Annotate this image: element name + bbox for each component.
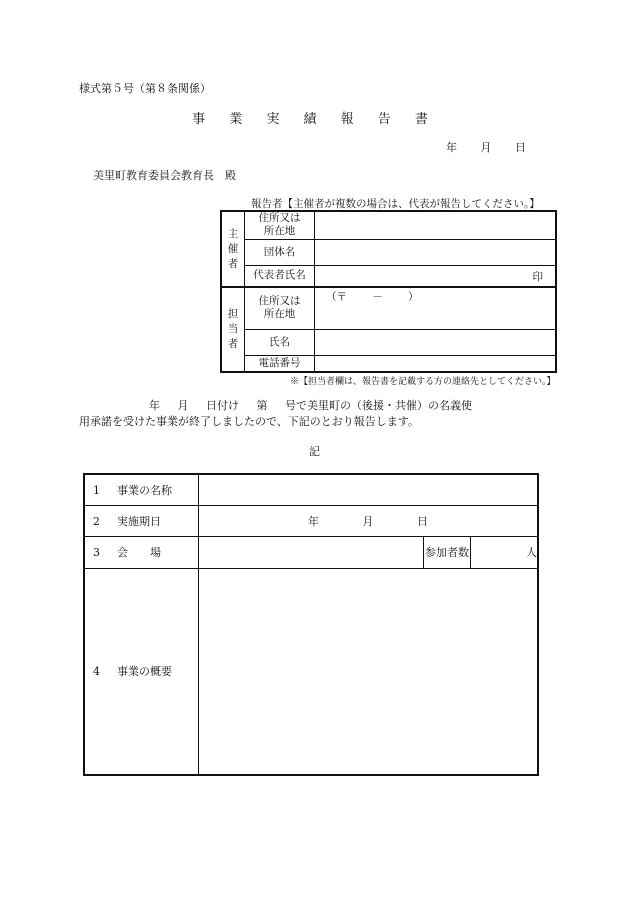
table-row <box>84 505 538 536</box>
event-date-field[interactable]: 年 月 日 <box>199 505 539 536</box>
postal-code-mark: （〒 － ） <box>326 291 419 303</box>
table-row <box>84 568 538 775</box>
event-name-field[interactable] <box>199 474 539 505</box>
organizer-name-field[interactable] <box>315 239 557 265</box>
organizer-address-label: 住所又は 所在地 <box>245 211 315 239</box>
item-label: 3 会 場 <box>84 536 199 568</box>
contact-name-label: 氏名 <box>245 329 315 355</box>
table-row <box>84 474 538 505</box>
participants-label: 参加者数 <box>424 536 471 568</box>
paragraph-line-1: 年 月 日付け 第 号で美里町の（後援・共催）の名義使 <box>149 399 472 412</box>
form-number: 様式第５号（第８条関係） <box>79 82 211 95</box>
participants-field[interactable]: 人 <box>471 536 539 568</box>
rep-name-field[interactable] <box>315 265 557 287</box>
contact-header: 担 当 者 <box>221 287 245 372</box>
item-label: 1 事業の名称 <box>84 474 199 505</box>
reporter-label: 報告者【主催者が複数の場合は、代表が報告してください。】 <box>251 198 540 210</box>
addressee: 美里町教育委員会教育長 殿 <box>93 169 236 182</box>
phone-field[interactable] <box>315 355 557 372</box>
rep-name-label: 代表者氏名 <box>245 265 315 287</box>
details-table <box>83 473 539 776</box>
contact-address-label: 住所又は 所在地 <box>245 287 315 329</box>
venue-field[interactable] <box>199 536 424 568</box>
item-label: 4 事業の概要 <box>84 568 199 775</box>
contact-name-field[interactable] <box>315 329 557 355</box>
item-label: 2 実施期日 <box>84 505 199 536</box>
paragraph-line-2: 用承諾を受けた事業が終了しましたので、下記のとおり報告します。 <box>79 415 419 428</box>
ki-heading: 記 <box>309 445 320 458</box>
contact-note: ※【担当者欄は、報告書を記載する方の連絡先としてください。】 <box>290 377 556 387</box>
report-date: 年 月 日 <box>446 141 526 154</box>
table-row <box>84 536 538 568</box>
report-paragraph <box>79 398 559 430</box>
organizer-address-field[interactable] <box>315 211 557 239</box>
page-title: 事 業 実 績 報 告 書 <box>192 112 438 127</box>
organizer-name-label: 団体名 <box>245 239 315 265</box>
phone-label: 電話番号 <box>245 355 315 372</box>
contact-address-field[interactable] <box>315 287 557 329</box>
organizer-header: 主 催 者 <box>221 211 245 287</box>
reporter-table <box>220 210 557 373</box>
seal-mark: 印 <box>532 270 543 283</box>
event-summary-field[interactable] <box>199 568 539 775</box>
